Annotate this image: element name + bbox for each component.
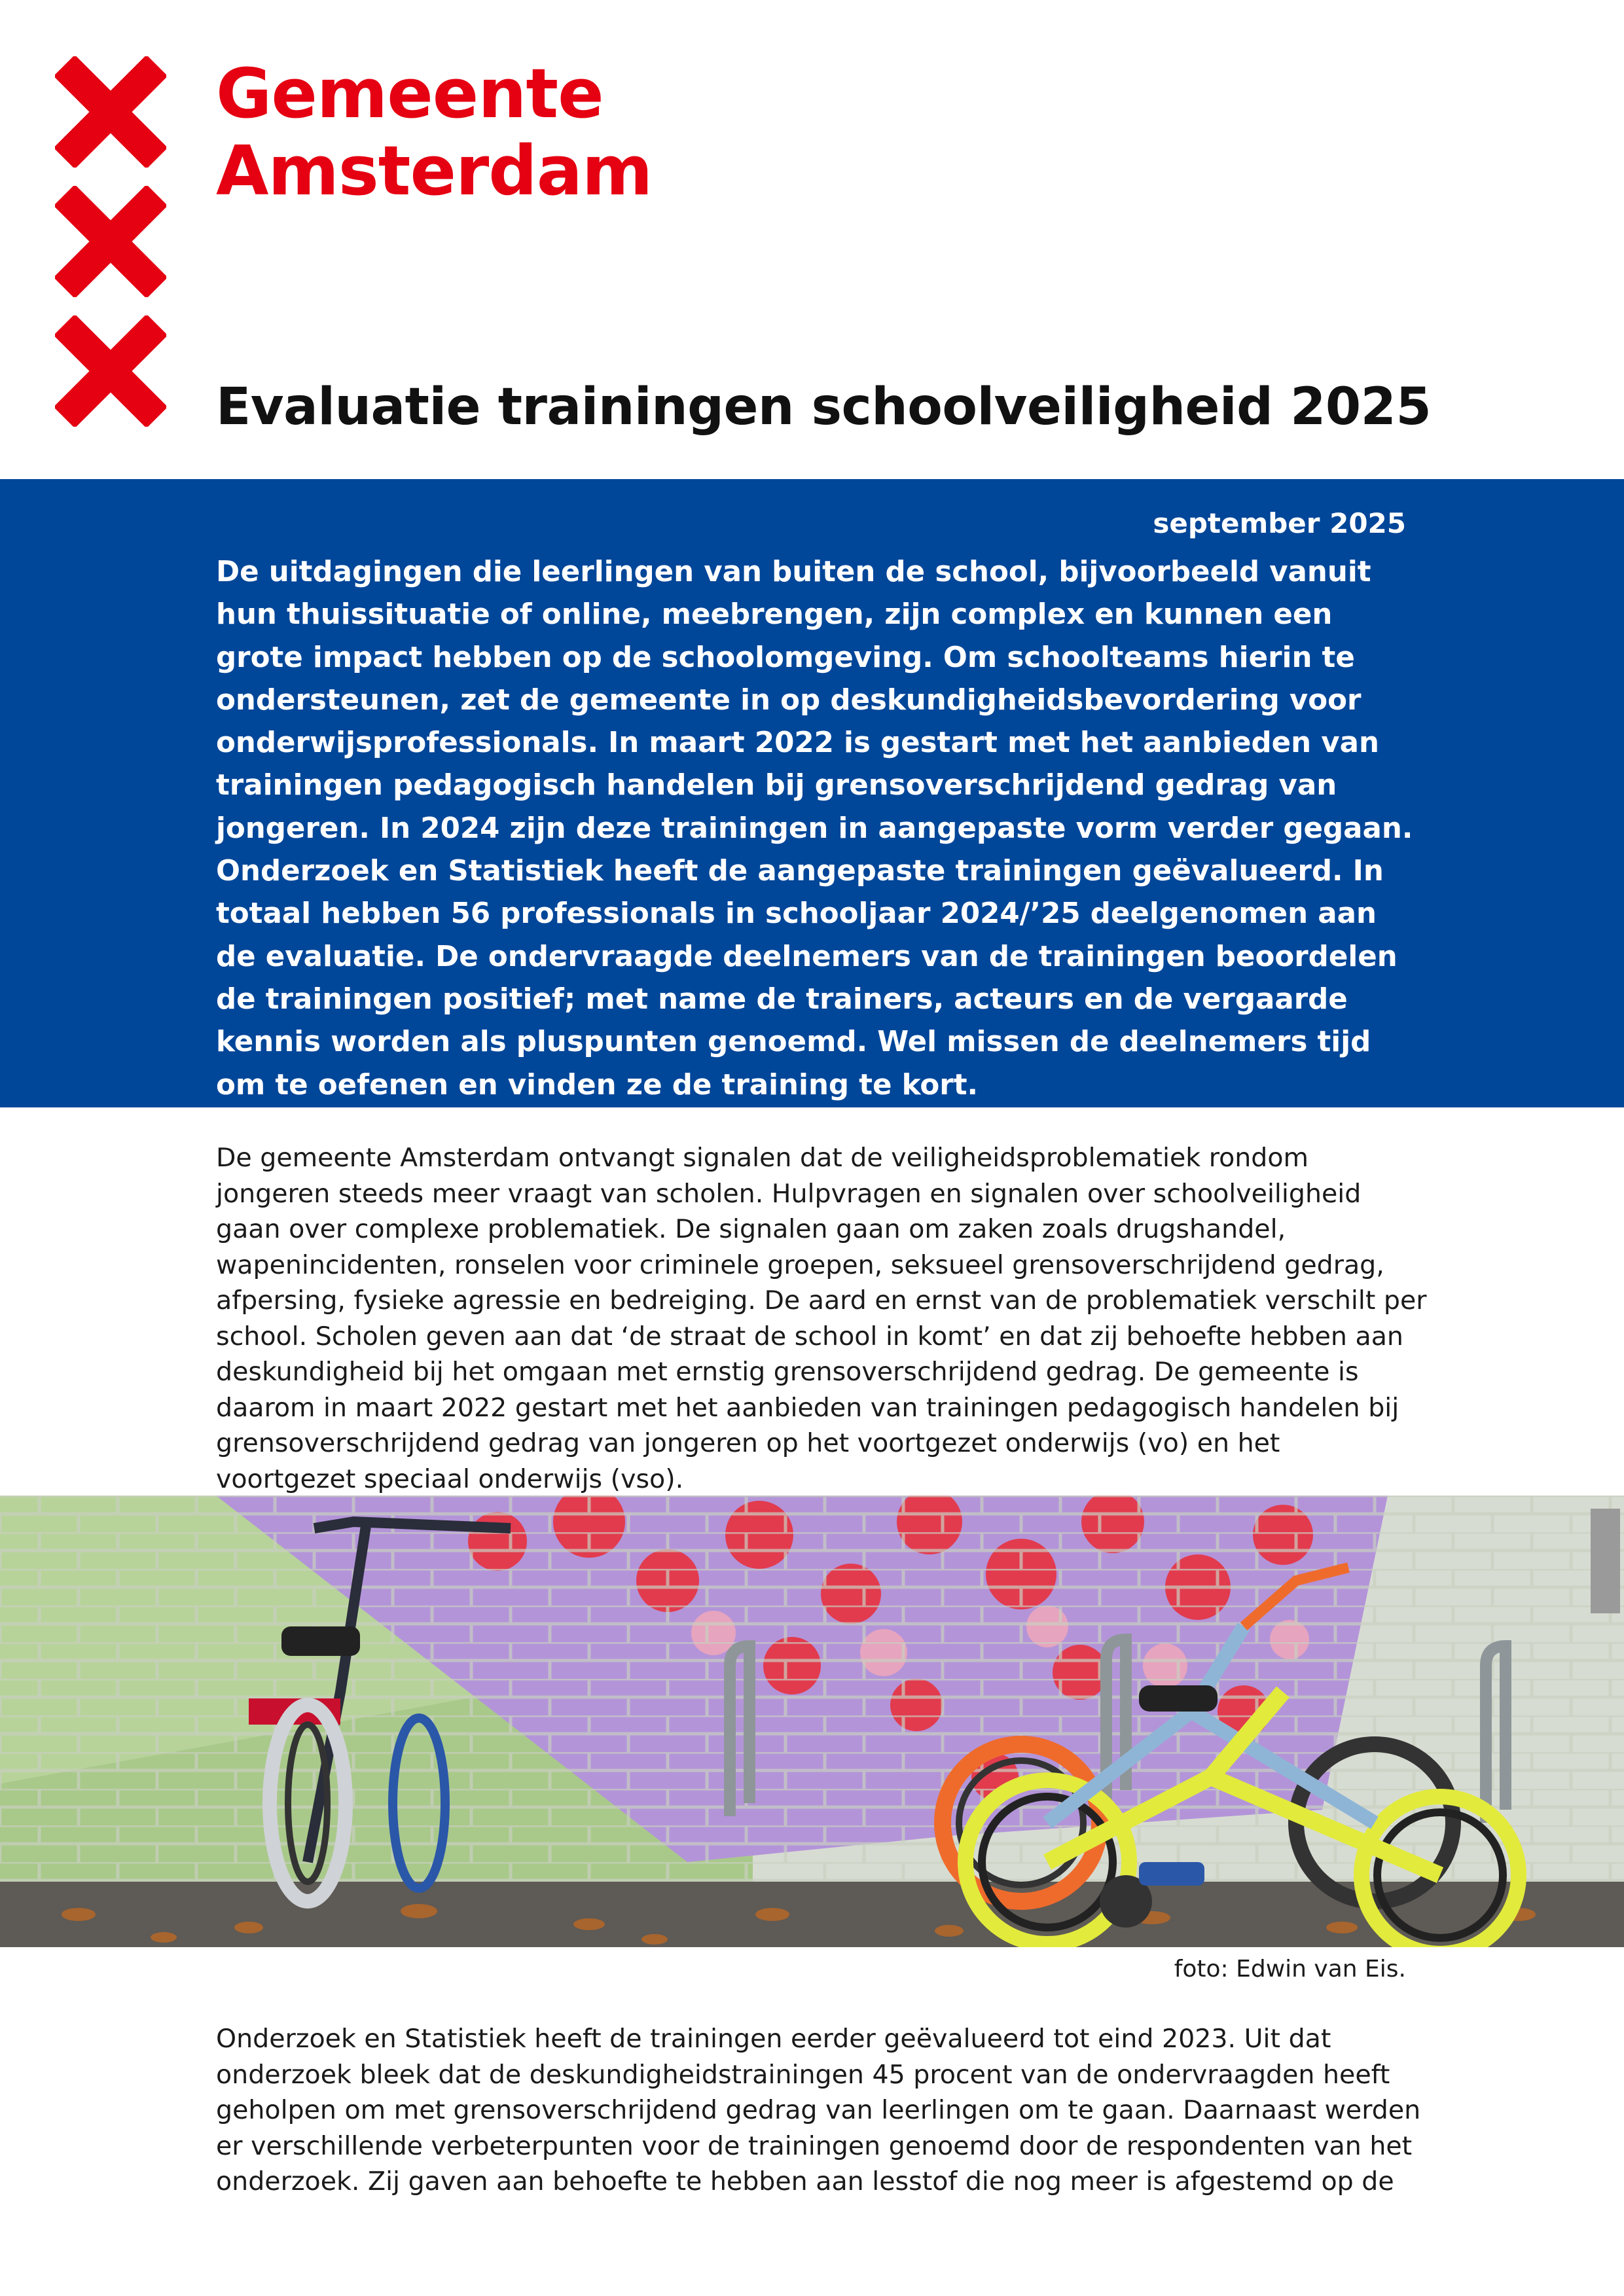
summary-text: De uitdagingen die leerlingen van buiten de school, bijvoorbeeld vanuit hun thuissituatie of online, meebrengen, zijn complex en kunnen een grote impact hebben op de schoolomgeving. Om schoolteams hierin te ondersteunen, zet de gemeente in op deskundigheidsbevordering voor onderwijsprofessionals. In maart 2022 is gestart met het aanbieden van trainingen pedagogisch handelen bij grensoverschrijdend gedrag van jongeren. In 2024 zijn deze trainingen in aangepaste vorm verder gegaan. Onderzoek en Statistiek heeft de aangepaste trainingen geëvalueerd. In totaal hebben 56 professionals in schooljaar 2024/’25 deelgenomen aan de evaluatie. De ondervraagde deelnemers van de trainingen beoordelen de trainingen positief; met name de trainers, acteurs en de vergaarde kennis worden als pluspunten genoemd. Wel missen de deelnemers tijd om te oefenen en vinden ze de training te kort. [216,556,1413,1102]
organization-name [216,55,652,209]
publication-date: september 2025 [1153,507,1406,539]
document-title: Evaluatie trainingen schoolveiligheid 2025 [216,378,1432,437]
body-paragraph-1: De gemeente Amsterdam ontvangt signalen dat de veiligheidsproblematiek rondom jongeren steeds meer vraagt van scholen. Hulpvragen en signalen over schoolveiligheid gaan over complexe problematiek. De signalen gaan om zaken zoals drugshandel, wapenincidenten, ronselen voor criminele groepen, seksueel grensoverschrijdend gedrag, afpersing, fysieke agressie en bedreiging. De aard en ernst van de problematiek verschilt per school. Scholen geven aan dat ‘de straat de school in komt’ en dat zij behoefte hebben aan deskundigheid bij het omgaan met ernstig grensoverschrijdend gedrag. De gemeente is daarom in maart 2022 gestart met het aanbieden van trainingen pedagogisch handelen bij grensoverschrijdend gedrag van jongeren op het voortgezet onderwijs (vo) en het voortgezet speciaal onderwijs (vso). [216,1143,1427,1494]
org-name-line-1: Gemeente [216,54,604,134]
amsterdam-logo [55,56,166,445]
summary-banner [0,479,1624,1107]
photo-caption: foto: Edwin van Eis. [1174,1956,1406,1982]
cross-icon [55,56,166,168]
org-name-line-2: Amsterdam [216,131,653,211]
body-paragraph-2: Onderzoek en Statistiek heeft de trainingen eerder geëvalueerd tot eind 2023. Uit dat onderzoek bleek dat de deskundigheidstrainingen 45 procent van de ondervraagden heeft geholpen om met grensoverschrijdend gedrag van leerlingen om te gaan. Daarnaast werden er verschillende verbeterpunten voor de trainingen genoemd door de respondenten van het onderzoek. Zij gaven aan behoefte te hebben aan lesstof die nog meer is afgestemd op de [216,2024,1421,2197]
bicycles-photo [0,1496,1624,1947]
cross-icon [55,186,166,297]
cross-icon [55,315,166,427]
